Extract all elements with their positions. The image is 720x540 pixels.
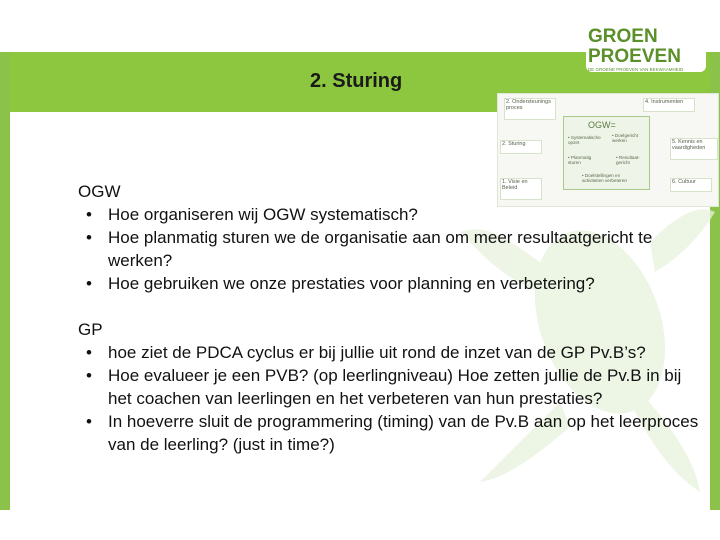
diagram-box: 1. Visie en Beleid xyxy=(500,178,542,200)
diagram-center-title: OGW= xyxy=(588,120,616,130)
slide-title: 2. Sturing xyxy=(310,70,403,92)
diagram-item: • Systematische opzet xyxy=(568,135,601,146)
bullet-list-gp xyxy=(78,341,708,456)
diagram-item: • Doelstellingen en activiteiten verbeteren xyxy=(582,173,627,184)
groen-proeven-logo xyxy=(580,18,715,78)
diagram-item: • Doelgericht werken xyxy=(612,133,639,144)
diagram-center xyxy=(563,116,650,190)
bullet-text: Hoe planmatig sturen we de organisatie aan om meer resultaatgericht te werken? xyxy=(108,228,653,270)
list-item xyxy=(78,341,708,364)
section-heading-ogw: OGW xyxy=(78,182,121,201)
bullet: • xyxy=(86,205,92,224)
logo-tagline: DE GROENE PROEVEN VAN BEKWAAMHEID xyxy=(588,67,684,72)
diagram-item: • Planmatig sturen xyxy=(568,155,592,166)
list-item xyxy=(78,226,708,272)
list-item xyxy=(78,364,708,410)
logo-line1: GROEN xyxy=(588,26,658,47)
diagram-box: 2. Sturing xyxy=(500,140,542,154)
bullet-text: In hoeverre sluit de programmering (timing) van de Pv.B aan op het leerproces van de leerling? (just in time?) xyxy=(108,412,699,454)
bullet: • xyxy=(86,228,92,247)
logo-line2: PROEVEN xyxy=(588,46,681,67)
diagram-box: 4. Instrumenten xyxy=(643,98,695,112)
text-content xyxy=(78,180,708,456)
bullet: • xyxy=(86,366,92,385)
bullet: • xyxy=(86,412,92,431)
list-item xyxy=(78,410,708,456)
bullet: • xyxy=(86,274,92,293)
diagram-box: 2. Ondersteunings proces xyxy=(504,98,556,120)
bullet-text: Hoe organiseren wij OGW systematisch? xyxy=(108,205,418,224)
diagram-box: 6. Cultuur xyxy=(670,178,712,192)
bullet: • xyxy=(86,343,92,362)
list-item xyxy=(78,272,708,295)
ogw-diagram-thumbnail xyxy=(497,93,719,207)
bullet-text: hoe ziet de PDCA cyclus er bij jullie uit rond de inzet van de GP Pv.B’s? xyxy=(108,343,646,362)
bullet-list-ogw xyxy=(78,203,708,295)
section-heading-gp: GP xyxy=(78,320,103,339)
diagram-item: • Resultaat- gericht xyxy=(616,155,640,166)
diagram-box: 5. Kennis en vaardigheden xyxy=(670,138,718,160)
section-gp xyxy=(78,318,708,456)
bullet-text: Hoe evalueer je een PVB? (op leerlingniveau) Hoe zetten jullie de Pv.B in bij het coachen van leerlingen en het verbeteren van hun prestaties? xyxy=(108,366,682,408)
bullet-text: Hoe gebruiken we onze prestaties voor planning en verbetering? xyxy=(108,274,595,293)
